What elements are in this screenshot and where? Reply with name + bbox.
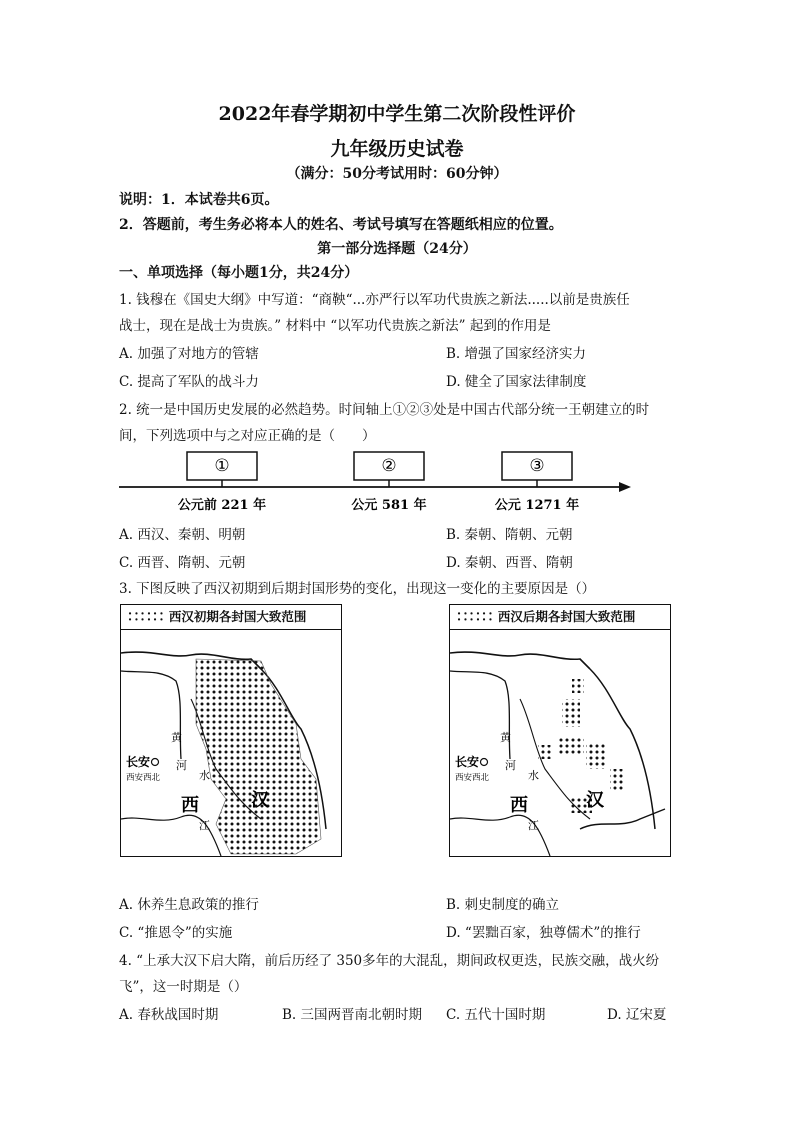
timeline-date-1: 公元前 221 年: [177, 498, 267, 513]
section-heading: 一、单项选择（每小题1分，共24分）: [119, 265, 359, 281]
map-early-capital-marker: [152, 759, 159, 766]
map-late-river-huang-2: 河: [505, 759, 516, 772]
timeline: [119, 446, 639, 516]
q3-stem: 3. 下图反映了西汉初期到后期封国形势的变化，出现这一变化的主要原因是（）: [119, 581, 596, 597]
map-late-fiefdom-2: [572, 679, 584, 693]
q4-option-d[interactable]: D. 辽宋夏: [607, 1007, 667, 1023]
q2-option-b[interactable]: B. 秦朝、隋朝、元朝: [446, 527, 573, 543]
q1-option-c[interactable]: C. 提高了军队的战斗力: [119, 374, 259, 390]
map-late-fiefdom-3: [558, 737, 584, 755]
q2-option-c[interactable]: C. 西晋、隋朝、元朝: [119, 555, 246, 571]
map-late-fiefdom-1: [562, 699, 580, 727]
map-early-river-jiang: 江: [199, 819, 210, 832]
map-late-fiefdom-4: [586, 743, 606, 769]
q4-option-b[interactable]: B. 三国两晋南北朝时期: [282, 1007, 423, 1023]
note-line-2: 2．答题前，考生务必将本人的姓名、考试号填写在答题纸相应的位置。: [119, 217, 563, 233]
q3-option-a[interactable]: A. 休养生息政策的推行: [119, 897, 259, 913]
score-time-note: （满分：50分考试用时：60分钟）: [286, 166, 508, 182]
map-early-label-han: 汉: [251, 790, 269, 811]
q4-option-c[interactable]: C. 五代十国时期: [446, 1007, 546, 1023]
map-late-river-shui: 水: [528, 769, 539, 782]
map-late-fiefdom-7: [610, 769, 624, 791]
q1-option-d[interactable]: D. 健全了国家法律制度: [446, 374, 587, 390]
map-late-river-huang-1: 黄: [500, 731, 511, 744]
map-late-western-han: [449, 604, 671, 857]
map-early-western-han: [120, 604, 342, 857]
q2-stem-line2: 间，下列选项中与之对应正确的是（ ）: [119, 428, 376, 444]
map-early-title: ∷∷∷ 西汉初期各封国大致范围: [121, 605, 341, 630]
map-late-capital: 长安: [455, 755, 480, 769]
q1-stem-line2: 战士，现在是战士为贵族。” 材料中 “以军功代贵族之新法” 起到的作用是: [119, 318, 551, 334]
exam-title: 2022年春学期初中学生第二次阶段性评价: [218, 103, 576, 125]
exam-subject: 九年级历史试卷: [330, 138, 464, 160]
timeline-box-3-label: ③: [529, 456, 545, 476]
map-early-river-huang-1: 黄: [171, 731, 182, 744]
map-early-river-shui: 水: [199, 769, 210, 782]
map-early-fiefdoms: [196, 659, 321, 854]
part-heading: 第一部分选择题（24分）: [317, 241, 477, 257]
q3-option-d[interactable]: D. “罢黜百家，独尊儒术”的推行: [446, 925, 641, 941]
timeline-date-3: 公元 1271 年: [494, 498, 580, 513]
map-late-label-han: 汉: [586, 790, 604, 811]
map-early-label-xi: 西: [181, 795, 199, 816]
q3-option-c[interactable]: C. “推恩令”的实施: [119, 925, 233, 941]
note-line-1: 说明：1．本试卷共6页。: [119, 192, 279, 208]
timeline-date-2: 公元 581 年: [351, 498, 427, 513]
map-late-label-xi: 西: [510, 795, 528, 816]
q3-option-b[interactable]: B. 刺史制度的确立: [446, 897, 560, 913]
q2-option-d[interactable]: D. 秦朝、西晋、隋朝: [446, 555, 573, 571]
q2-stem-line1: 2. 统一是中国历史发展的必然趋势。时间轴上①②③处是中国古代部分统一王朝建立的时: [119, 402, 650, 418]
map-early-graphic: [121, 629, 341, 856]
map-late-fiefdom-5: [538, 745, 552, 759]
map-early-capital-note: 西安西北: [126, 773, 161, 783]
q1-option-b[interactable]: B. 增强了国家经济实力: [446, 346, 587, 362]
map-early-capital: 长安: [126, 755, 151, 769]
q4-option-a[interactable]: A. 春秋战国时期: [119, 1007, 219, 1023]
timeline-box-2-label: ②: [381, 456, 397, 476]
q1-option-a[interactable]: A. 加强了对地方的管辖: [119, 346, 259, 362]
q1-stem-line1: 1. 钱穆在《国史大纲》中写道：“商鞅“...亦严行以军功代贵族之新法.....以前是贵族任: [119, 292, 630, 308]
map-late-graphic: [450, 629, 670, 856]
map-late-river-jiang: 江: [528, 819, 539, 832]
timeline-graphic: [119, 446, 639, 516]
timeline-box-1-label: ①: [214, 456, 230, 476]
map-late-capital-marker: [481, 759, 488, 766]
map-late-capital-note: 西安西北: [455, 773, 490, 783]
timeline-arrow: [619, 482, 631, 492]
map-early-river-huang-2: 河: [176, 759, 187, 772]
q2-option-a[interactable]: A. 西汉、秦朝、明朝: [119, 527, 246, 543]
q4-stem-line1: 4. “上承大汉下启大隋，前后历经了 350多年的大混乱，期间政权更迭，民族交融，战火纷: [119, 953, 660, 969]
map-late-title: ∷∷∷ 西汉后期各封国大致范围: [450, 605, 670, 630]
q4-stem-line2: 飞”，这一时期是（）: [119, 979, 248, 995]
